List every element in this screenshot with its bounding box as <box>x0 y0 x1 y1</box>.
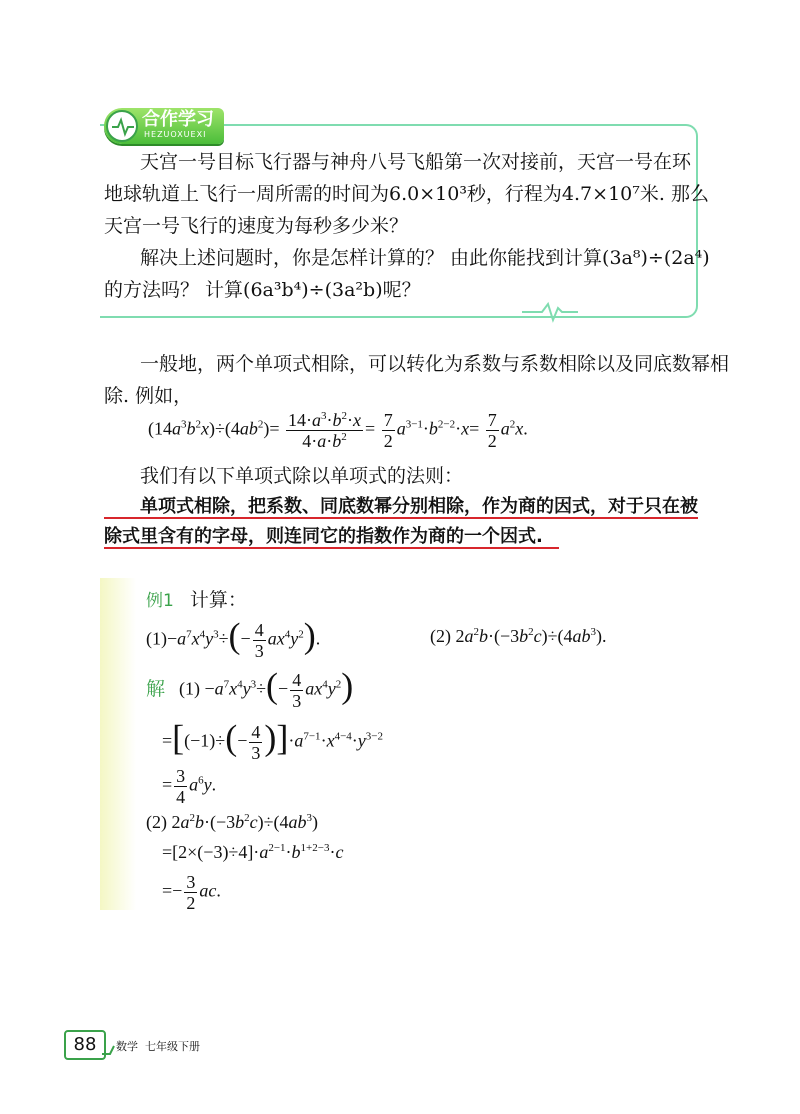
intro-line1: 一般地，两个单项式相除，可以转化为系数与系数相除以及同底数幂相 <box>140 353 730 375</box>
solution-label: 解 <box>146 677 166 700</box>
collab-header-badge <box>104 108 224 144</box>
rule-line2: 除式里含有的字母，则连同它的指数作为商的一个因式. <box>104 526 543 547</box>
example-bar <box>100 578 136 910</box>
solution-2-line1: (2) $2a^2b\cdot(-3b^2c)\div(4ab^3)$ <box>146 812 319 832</box>
example-title: 计算： <box>189 589 247 611</box>
collab-title: 合作学习 <box>142 109 214 130</box>
rule-lead: 我们有以下单项式除以单项式的法则： <box>140 465 464 487</box>
rule-underline2 <box>104 547 559 549</box>
collab-subtitle: HEZUOXUEXI <box>144 130 207 139</box>
collab-para1-line3: 天宫一号飞行的速度为每秒多少米？ <box>104 215 409 237</box>
example-heading <box>146 586 247 615</box>
collab-para1-line1: 天宫一号目标飞行器与神舟八号飞船第一次对接前，天宫一号在环 <box>140 151 692 173</box>
solution-1-line1: 解 $(1) -a^7x^4y^3\div(-$ $\frac{4}{3}$ $ax^4y^2$) <box>146 665 354 711</box>
rule-line1: 单项式相除，把系数、同底数幂分别相除，作为商的因式，对于只在被 <box>140 496 698 517</box>
collab-icon <box>106 110 138 142</box>
problem-2: (2) $2a^2b\cdot(-3b^2c)\div(4ab^3)$. <box>430 626 607 646</box>
collab-para2-line1: 解决上述问题时，你是怎样计算的？ 由此你能找到计算(3a⁸)÷(2a⁴) <box>140 247 710 269</box>
example-label: 例1 <box>146 591 174 611</box>
solution-2-line3: =− $\frac{3}{2}$ ac. <box>162 872 221 913</box>
wave-decoration <box>520 296 580 326</box>
solution-1-line2: =[(−1)÷(− $\frac{4}{3}$ )]$\cdot a^{7-1}\cdot x^{4-4}\cdot y^{3-2}$ <box>162 717 383 763</box>
solution-1-line3: = $\frac{3}{4}$ $a^6y$. <box>162 766 217 807</box>
solution-2-line2: $=[2\times(-3)\div 4]\cdot a^{2-1}\cdot b^{1+2-3}\cdot c$ <box>162 842 344 862</box>
intro-line2: 除. 例如， <box>104 385 193 407</box>
page-number: 88 <box>73 1034 97 1055</box>
collab-para2-line2: 的方法吗？ 计算(6a³b⁴)÷(3a²b)呢？ <box>104 279 421 301</box>
rule-underline1 <box>104 517 698 519</box>
collab-para1-line2: 地球轨道上飞行一周所需的时间为6.0×10³秒，行程为4.7×10⁷米. 那么 <box>104 183 709 205</box>
example-formula: $(14a^3b^2x)\div(4ab^2)=$ $\frac{14\cdot a^3\cdot b^2\cdot x}{4\cdot a\cdot b^2}$ = $\frac{7}{2}$ $a^{3-1}\cdot b^{2-2}\cdot x=$ $\frac{7}{2}$ $a^2x$. <box>148 410 528 451</box>
problem-1: $(1)-a^7x^4y^3\div(-$ $\frac{4}{3}$ $ax^4y^2$). <box>146 615 321 661</box>
book-title: 数学 七年级下册 <box>116 1040 200 1053</box>
